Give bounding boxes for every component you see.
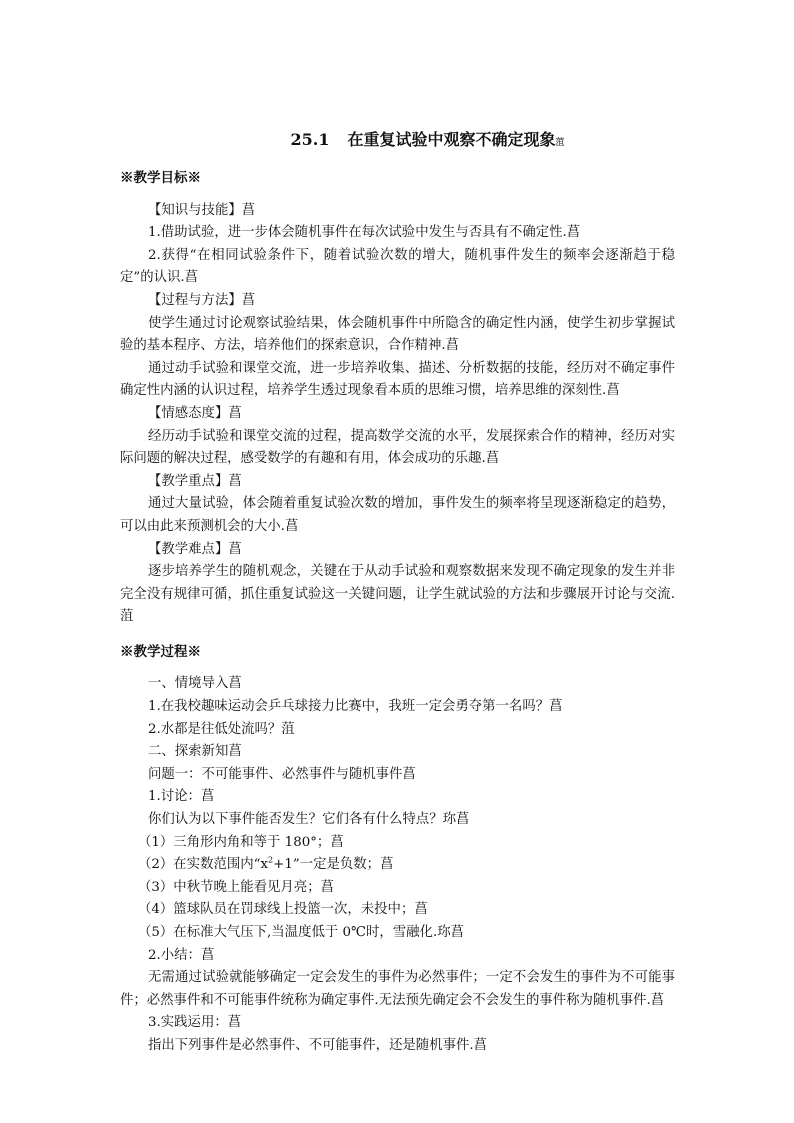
key-point-para: 通过大量试验，体会随着重复试验次数的增加，事件发生的频率将呈现逐渐稳定的趋势，可以由此来预测机会的大小.菖 xyxy=(120,496,675,534)
knowledge-item-1: 1.借助试验，进一步体会随机事件在每次试验中发生与否具有不确定性.菖 xyxy=(148,225,581,241)
discuss-heading: 1.讨论：菖 xyxy=(148,789,215,805)
title-mark: 菹 xyxy=(555,138,565,148)
emotion-para: 经历动手试验和课堂交流的过程，提高数学交流的水平，发展探索合作的精神，经历对实际问题的解决过程，感受数学的有趣和有用，体会成功的乐趣.菖 xyxy=(120,428,675,467)
practice-heading: 3.实践运用：菖 xyxy=(148,1015,242,1031)
title-number: 25.1 xyxy=(290,130,330,149)
section-intro-heading: 一、情境导入菖 xyxy=(148,676,242,692)
list-item: （4）篮球队员在罚球线上投篮一次，未投中；菖 xyxy=(138,902,428,918)
process-heading: ※教学过程※ xyxy=(120,643,201,660)
difficulty-heading: 【教学难点】菖 xyxy=(148,541,242,557)
knowledge-item-2: 2.获得“在相同试验条件下，随着试验次数的增大，随机事件发生的频率会逐渐趋于稳定”的认识.菖 xyxy=(120,247,675,286)
document-body xyxy=(120,128,675,1058)
knowledge-heading: 【知识与技能】菖 xyxy=(148,202,256,218)
emotion-heading: 【情感态度】菖 xyxy=(148,405,242,421)
list-item: （5）在标准大气压下,当温度低于 0℃时，雪融化.珎菖 xyxy=(138,925,464,940)
section-explore-heading: 二、探索新知菖 xyxy=(148,744,242,760)
process-method-para-2: 通过动手试验和课堂交流，进一步培养收集、描述、分析数据的技能，经历对不确定事件确定性内涵的认识过程，培养学生透过现象看本质的思维习惯，培养思维的深刻性.菖 xyxy=(120,360,675,399)
intro-question-1: 1.在我校趣味运动会乒乓球接力比赛中，我班一定会勇夺第一名吗？菖 xyxy=(148,699,563,715)
difficulty-para: 逐步培养学生的随机观念，关键在于从动手试验和观察数据来发现不确定现象的发生并非完全没有规律可循，抓住重复试验这一关键问题，让学生就试验的方法和步骤展开讨论与交流.菹 xyxy=(120,564,675,625)
page-title xyxy=(120,128,675,155)
process-method-para-1: 使学生通过讨论观察试验结果，体会随机事件中所隐含的确定性内涵，使学生初步掌握试验的基本程序、方法，培养他们的探索意识，合作精神.菖 xyxy=(120,315,675,354)
list-item: （3）中秋节晚上能看见月亮；菖 xyxy=(138,879,334,895)
objectives-heading: ※教学目标※ xyxy=(120,170,201,186)
summary-heading: 2.小结：菖 xyxy=(148,947,215,963)
process-method-heading: 【过程与方法】菖 xyxy=(148,292,256,308)
key-point-heading: 【教学重点】菖 xyxy=(148,473,242,489)
list-item: （1）三角形内角和等于 180°；菖 xyxy=(138,834,344,850)
intro-question-2: 2.水都是往低处流吗？菹 xyxy=(148,721,295,737)
problem-one: 问题一：不可能事件、必然事件与随机事件菖 xyxy=(148,766,416,782)
list-item: （2）在实数范围内“$x^2+1$”一定是负数；菖 xyxy=(138,855,394,873)
summary-para: 无需通过试验就能够确定一定会发生的事件为必然事件；一定不会发生的事件为不可能事件；必然事件和不可能事件统称为确定事件.无法预先确定会不会发生的事件称为随机事件.菖 xyxy=(120,970,675,1008)
title-text: 在重复试验中观察不确定现象 xyxy=(347,130,556,149)
discuss-question: 你们认为以下事件能否发生？它们各有什么特点？珎菖 xyxy=(148,812,470,828)
practice-para: 指出下列事件是必然事件、不可能事件，还是随机事件.菖 xyxy=(148,1037,488,1053)
